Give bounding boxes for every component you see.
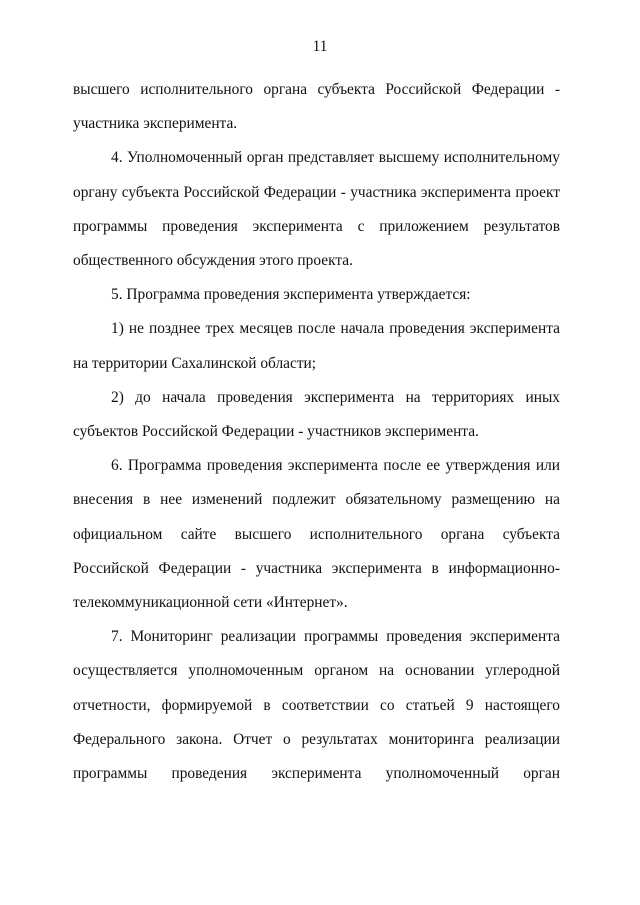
paragraph: 5. Программа проведения эксперимента утверждается: [111,286,471,304]
page-number: 11 [312,38,328,55]
paragraph: 7. Мониторинг реализации программы проведения эксперимента осуществляется уполномоченным органом на основании углеродной отчетности, формируемой в соответствии со статьей 9 настоящего Федерального закона. Отчет о результатах мониторинга реализации программы проведения эксперимента уполномоченный орган [73,628,560,783]
paragraph: высшего исполнительного органа субъекта Российской Федерации - участника эксперимента. [73,81,560,133]
paragraph: 2) до начала проведения эксперимента на территориях иных субъектов Российской Федерации - участников эксперимента. [73,388,560,441]
document-body [73,73,560,791]
paragraph: 1) не позднее трех месяцев после начала проведения эксперимента на территории Сахалинской области; [73,320,560,372]
paragraph: 4. Уполномоченный орган представляет высшему исполнительному органу субъекта Российской Федерации - участника эксперимента проект программы проведения эксперимента с приложением результатов общественного обсуждения этого проекта. [73,149,560,270]
paragraph: 6. Программа проведения эксперимента после ее утверждения или внесения в нее изменений подлежит обязательному размещению на официальном сайте высшего исполнительного органа субъекта Российской Федерации - участника эксперимента в информационно-телекоммуникационной сети «Интернет». [73,457,560,612]
